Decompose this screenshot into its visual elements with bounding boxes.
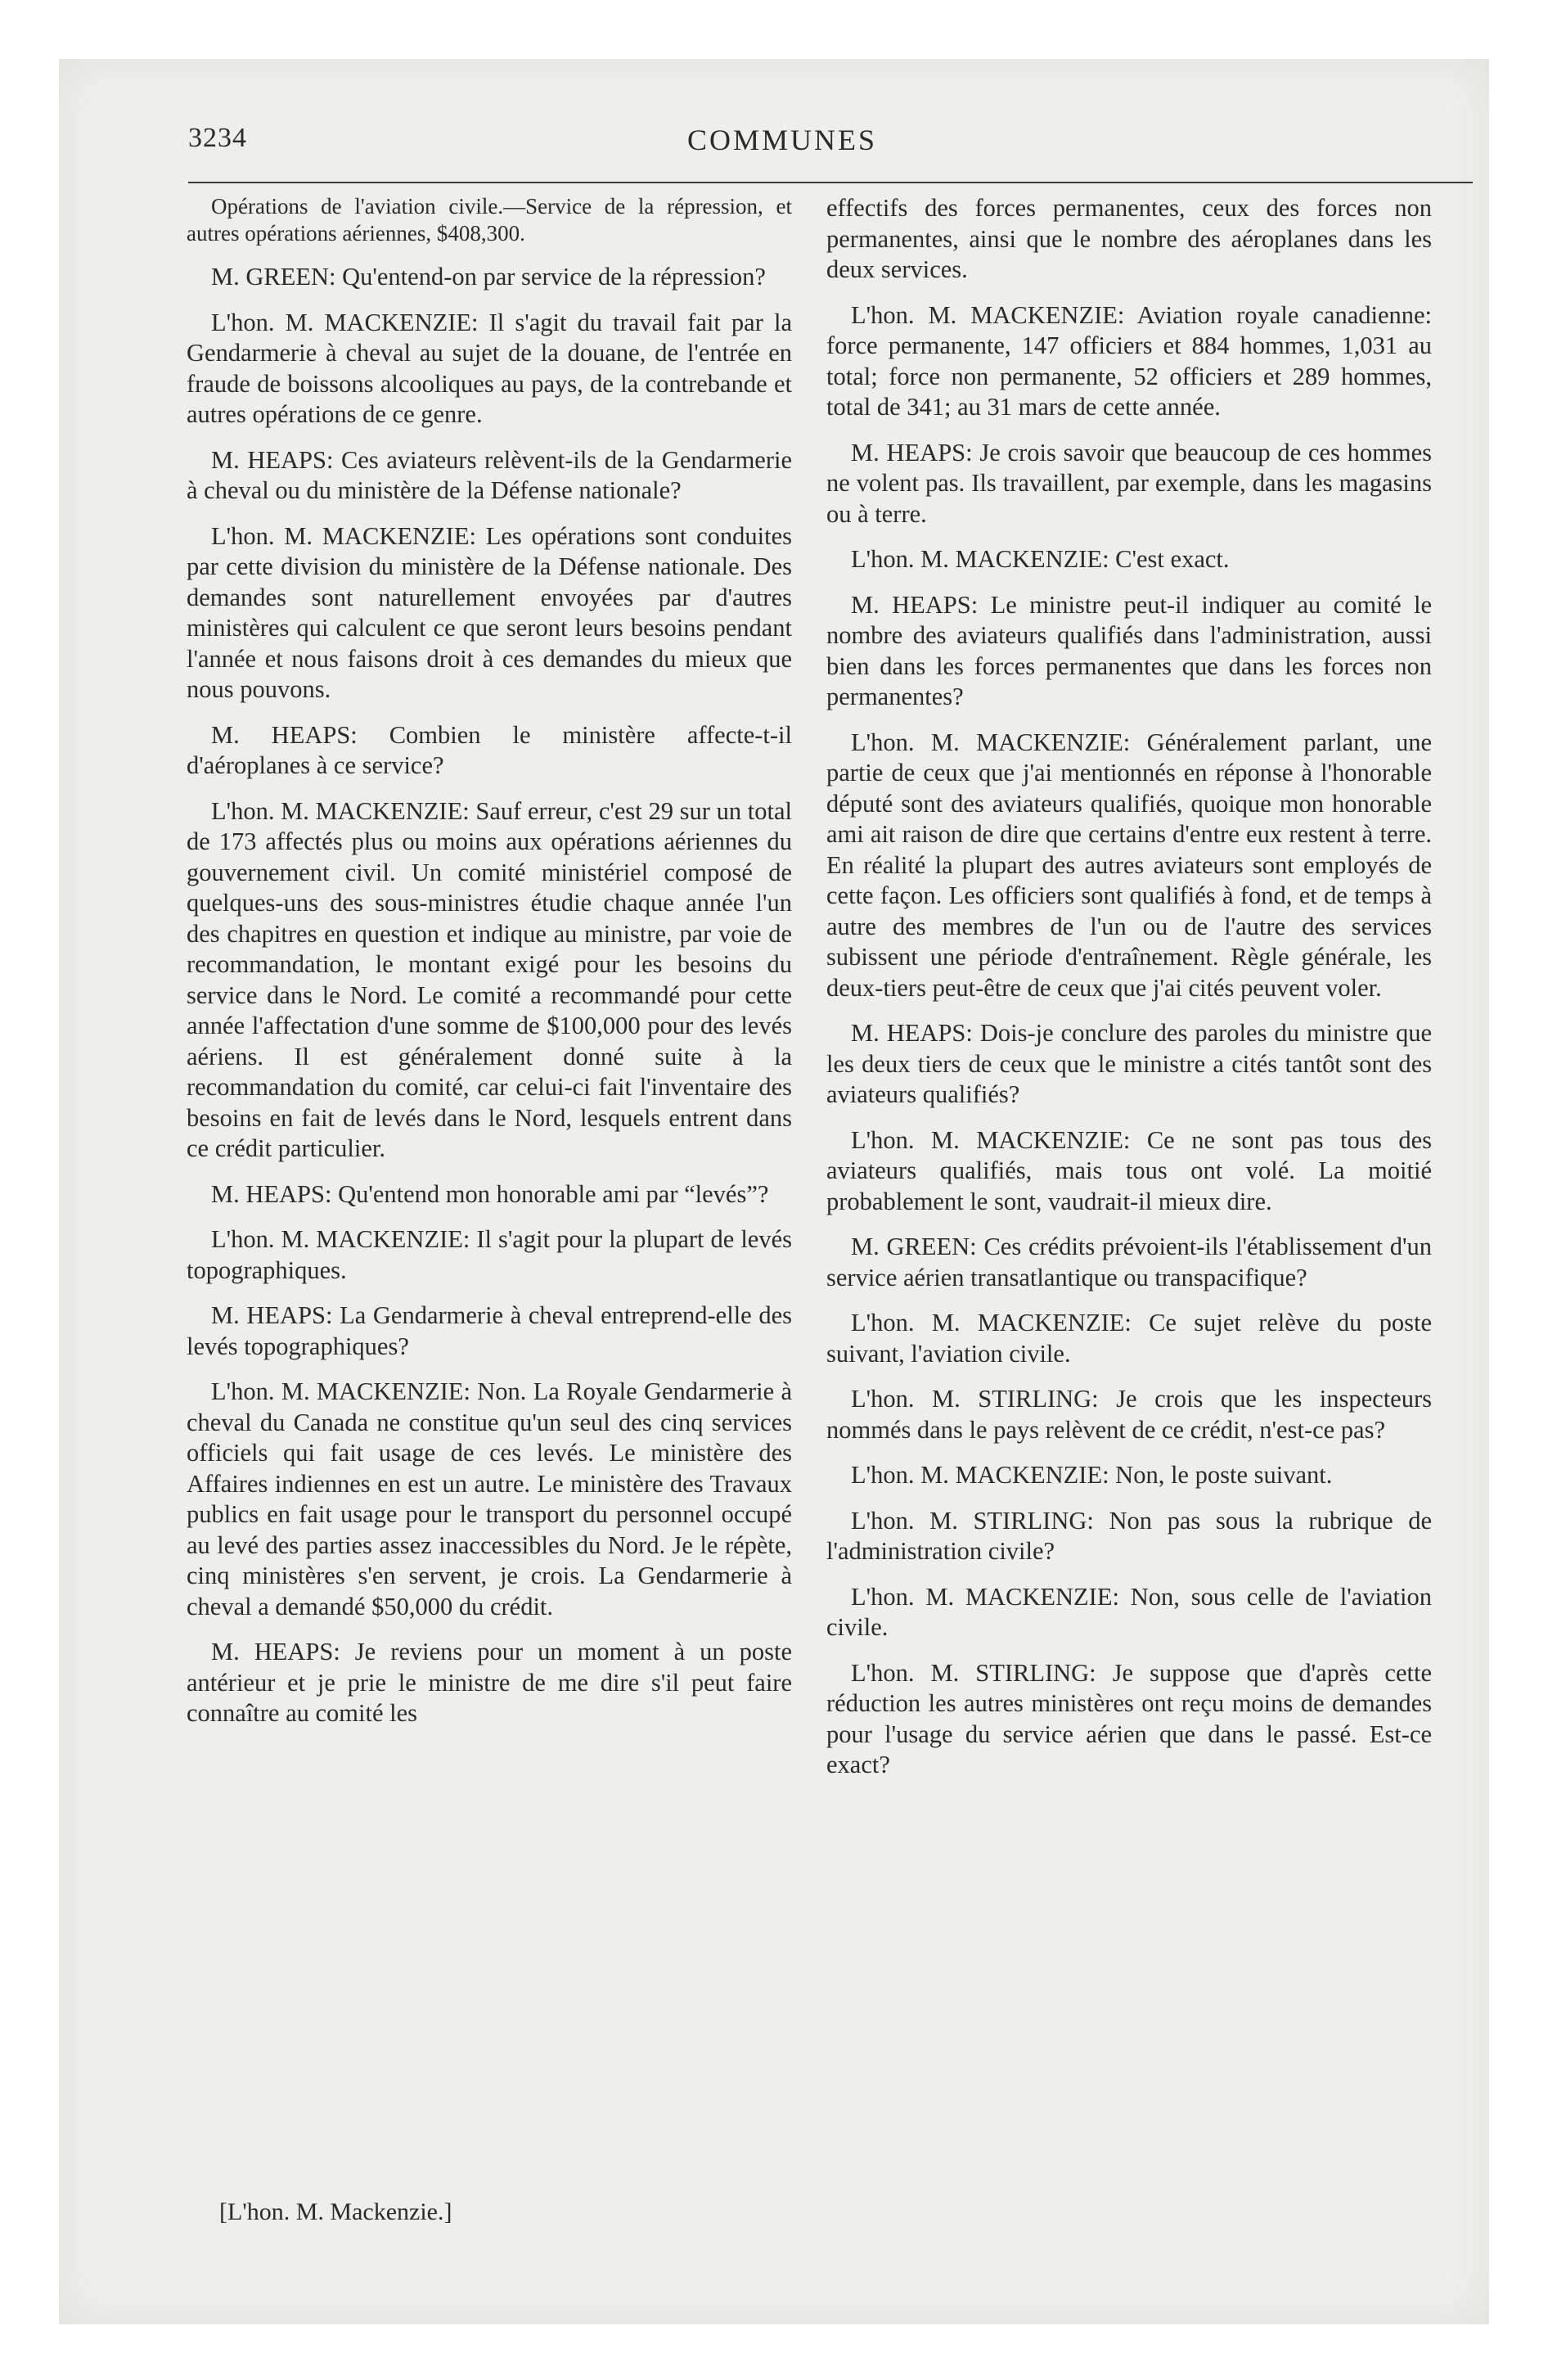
right-column (826, 193, 1432, 1796)
paragraph: L'hon. M. MACKENZIE: Il s'agit pour la plupart de levés topographiques. (187, 1225, 792, 1284)
paragraph: M. HEAPS: Combien le ministère affecte-t-il d'aéroplanes à ce service? (187, 720, 792, 779)
speaker-footnote: [L'hon. M. Mackenzie.] (219, 2198, 452, 2225)
paragraph: effectifs des forces permanentes, ceux des forces non permanentes, ainsi que le nombre des aéroplanes dans les deux services. (826, 194, 1432, 283)
paragraph: M. HEAPS: Le ministre peut-il indiquer au comité le nombre des aviateurs qualifiés dans l'administration, aussi bien dans les forces permanentes que dans les forces non permanentes? (826, 590, 1432, 710)
paragraph: L'hon. M. MACKENZIE: Il s'agit du travail fait par la Gendarmerie à cheval au sujet de la douane, de l'entrée en fraude de boissons alcooliques au pays, de la contrebande et autres opérations de ce genre. (187, 308, 792, 428)
paragraph: M. GREEN: Qu'entend-on par service de la répression? (211, 263, 766, 291)
paragraph: L'hon. M. MACKENZIE: Ce ne sont pas tous des aviateurs qualifiés, mais tous ont volé. La moitié probablement le sont, vaudrait-il mieux dire. (826, 1125, 1432, 1215)
paragraph: M. HEAPS: Qu'entend mon honorable ami par “levés”? (211, 1179, 769, 1208)
running-head: COMMUNES (687, 124, 878, 156)
paragraph: L'hon. M. MACKENZIE: Les opérations sont conduites par cette division du ministère de la Défense nationale. Des demandes sont naturellement envoyées par d'autres ministères qui calculent ce que seront leurs besoins pendant l'année et nous faisons droit à ces demandes du mieux que nous pouvons. (187, 521, 792, 703)
paragraph: M. HEAPS: Ces aviateurs relèvent-ils de la Gendarmerie à cheval ou du ministère de la Défense nationale? (187, 445, 792, 504)
page-header (188, 123, 1473, 172)
paragraph: L'hon. M. MACKENZIE: Ce sujet relève du poste suivant, l'aviation civile. (826, 1309, 1432, 1368)
paragraph: L'hon. M. MACKENZIE: Non. La Royale Gendarmerie à cheval du Canada ne constitue qu'un seul des cinq services officiels qui fait usage de ces levés. Le ministère des Affaires indiennes en est un autre. Le ministère des Travaux publics en fait usage pour le transport du personnel occupé au levé des parties assez inaccessibles du Nord. Je le répète, cinq ministères s'en servent, je crois. La Gendarmerie à cheval a demandé $50,000 du crédit. (187, 1377, 792, 1620)
paragraph: L'hon. M. MACKENZIE: C'est exact. (851, 545, 1230, 573)
paragraph: L'hon. M. MACKENZIE: Non, le poste suivant. (851, 1461, 1333, 1489)
paragraph: L'hon. M. MACKENZIE: Non, sous celle de l'aviation civile. (826, 1582, 1432, 1641)
paragraph: L'hon. M. MACKENZIE: Sauf erreur, c'est 29 sur un total de 173 affectés plus ou moins aux opérations aériennes du gouvernement civil. Un comité ministériel composé de quelques-uns des sous-ministres étudie chaque année l'un des chapitres en question et indique au ministre, par voie de recommandation, le montant exigé pour les besoins du service dans le Nord. Le comité a recommandé pour cette année l'affectation d'une somme de $100,000 pour des levés aériens. Il est généralement donné suite à la recommandation du comité, car celui-ci fait l'inventaire des besoins en fait de levés dans le Nord, lesquels entrent dans ce crédit particulier. (187, 796, 792, 1162)
paragraph: L'hon. M. MACKENZIE: Généralement parlant, une partie de ceux que j'ai mentionnés en réponse à l'honorable député sont des aviateurs qualifiés, quoique mon honorable ami ait raison de dire que certains d'entre eux restent à terre. En réalité la plupart des autres aviateurs sont employés de cette façon. Les officiers sont qualifiés à fond, et de temps à autre des membres de l'un ou de l'autre des services subissent une période d'entraînement. Règle générale, les deux-tiers peut-être de ceux que j'ai cités peuvent voler. (826, 728, 1432, 1002)
paragraph: Opérations de l'aviation civile.—Service de la répression, et autres opérations aériennes, $408,300. (187, 194, 792, 246)
paragraph: M. GREEN: Ces crédits prévoient-ils l'établissement d'un service aérien transatlantique ou transpacifique? (826, 1233, 1432, 1291)
paragraph: L'hon. M. STIRLING: Je crois que les inspecteurs nommés dans le pays relèvent de ce crédit, n'est-ce pas? (826, 1385, 1432, 1444)
paragraph: L'hon. M. STIRLING: Non pas sous la rubrique de l'administration civile? (826, 1506, 1432, 1565)
paragraph: M. HEAPS: Je reviens pour un moment à un poste antérieur et je prie le ministre de me dire s'il peut faire connaître au comité les (187, 1638, 792, 1727)
page-number: 3234 (188, 123, 247, 153)
paragraph: M. HEAPS: La Gendarmerie à cheval entreprend-elle des levés topographiques? (187, 1301, 792, 1360)
left-column (187, 193, 792, 1744)
paragraph: M. HEAPS: Dois-je conclure des paroles du ministre que les deux tiers de ceux que le ministre a cités tantôt sont des aviateurs qualifiés? (826, 1019, 1432, 1108)
paragraph: M. HEAPS: Je crois savoir que beaucoup de ces hommes ne volent pas. Ils travaillent, par exemple, dans les magasins ou à terre. (826, 438, 1432, 528)
paragraph: L'hon. M. STIRLING: Je suppose que d'après cette réduction les autres ministères ont reçu moins de demandes pour l'usage du service aérien que dans le passé. Est-ce exact? (826, 1658, 1432, 1778)
paragraph: L'hon. M. MACKENZIE: Aviation royale canadienne: force permanente, 147 officiers et 884 hommes, 1,031 au total; force non permanente, 52 officiers et 289 hommes, total de 341; au 31 mars de cette année. (826, 300, 1432, 421)
header-rule (188, 182, 1473, 183)
